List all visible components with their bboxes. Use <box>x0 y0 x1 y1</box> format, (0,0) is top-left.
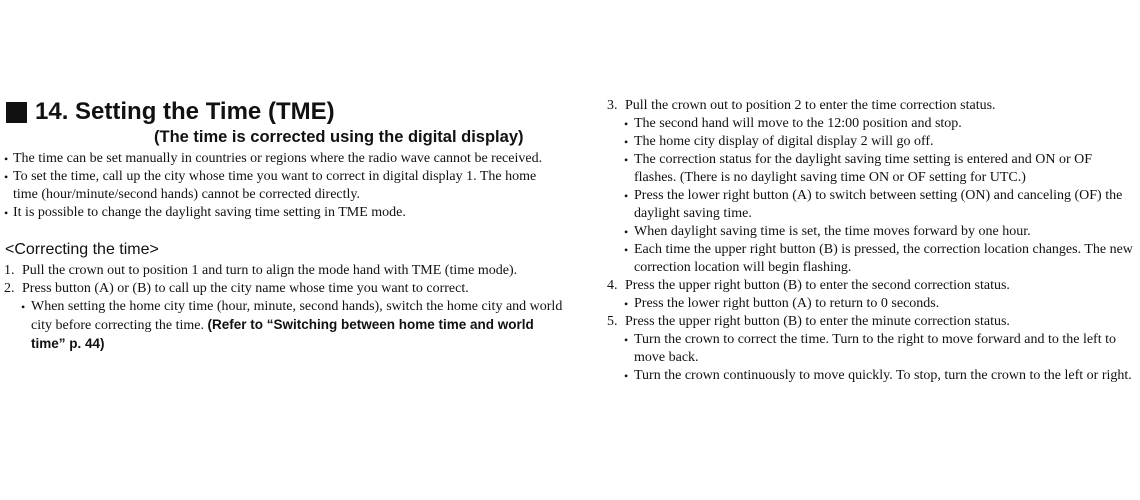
step-1 <box>4 262 564 280</box>
step-3-bullet: • When daylight saving time is set, the time moves forward by one hour. <box>607 223 1137 241</box>
step-text: Press the upper right button (B) to enter the minute correction status. <box>625 314 1010 329</box>
section-subtitle: (The time is corrected using the digital display) <box>154 128 524 146</box>
intro-bullet: • To set the time, call up the city whose time you want to correct in digital display 1. The home time (hour/minute/second hands) cannot be corrected directly. <box>4 168 564 204</box>
step-3 <box>607 97 1137 115</box>
intro-list <box>4 150 564 222</box>
section-title <box>4 97 564 127</box>
step-5 <box>607 313 1137 331</box>
step-3-bullet: • Press the lower right button (A) to switch between setting (ON) and canceling (OF) the daylight saving time. <box>607 187 1137 223</box>
step-2-bullet <box>4 298 564 354</box>
bullet-text: When setting the home city time (hour, minute, second hands), switch the home city and world city before correcting the time. <box>31 299 563 333</box>
step-2 <box>4 280 564 298</box>
step-text: Press the upper right button (B) to enter the second correction status. <box>625 278 1010 293</box>
left-column <box>4 97 564 354</box>
step-number: 2. <box>4 281 15 296</box>
step-3-bullet: • The home city display of digital display 2 will go off. <box>607 133 1137 151</box>
black-square-icon <box>6 102 27 123</box>
page-reference: (Refer to “Switching between home time and world time” p. 44) <box>31 317 534 351</box>
steps-list-left <box>4 262 564 354</box>
step-number: 4. <box>607 278 618 293</box>
right-column <box>607 97 1137 385</box>
step-number: 5. <box>607 314 618 329</box>
intro-bullet: • It is possible to change the daylight saving time setting in TME mode. <box>4 204 564 222</box>
step-text: Pull the crown out to position 1 and turn to align the mode hand with TME (time mode). <box>22 263 518 278</box>
correcting-heading: <Correcting the time> <box>5 241 159 258</box>
step-3-bullet: • The second hand will move to the 12:00 position and stop. <box>607 115 1137 133</box>
step-number: 3. <box>607 98 618 113</box>
step-3-bullet: • Each time the upper right button (B) is pressed, the correction location changes. The new correction location will begin flashing. <box>607 241 1137 277</box>
step-number: 1. <box>4 263 15 278</box>
step-5-bullet: • Turn the crown continuously to move quickly. To stop, turn the crown to the left or right. <box>607 367 1137 385</box>
step-4 <box>607 277 1137 295</box>
step-text: Press button (A) or (B) to call up the city name whose time you want to correct. <box>22 281 469 296</box>
step-4-bullet: • Press the lower right button (A) to return to 0 seconds. <box>607 295 1137 313</box>
step-text: Pull the crown out to position 2 to enter the time correction status. <box>625 98 996 113</box>
section-title-text: 14. Setting the Time (TME) <box>35 98 335 125</box>
step-5-bullet: • Turn the crown to correct the time. Turn to the right to move forward and to the left to move back. <box>607 331 1137 367</box>
step-3-bullet: • The correction status for the daylight saving time setting is entered and ON or OF flashes. (There is no daylight saving time ON or OF setting for UTC.) <box>607 151 1137 187</box>
intro-bullet: • The time can be set manually in countries or regions where the radio wave cannot be received. <box>4 150 564 168</box>
